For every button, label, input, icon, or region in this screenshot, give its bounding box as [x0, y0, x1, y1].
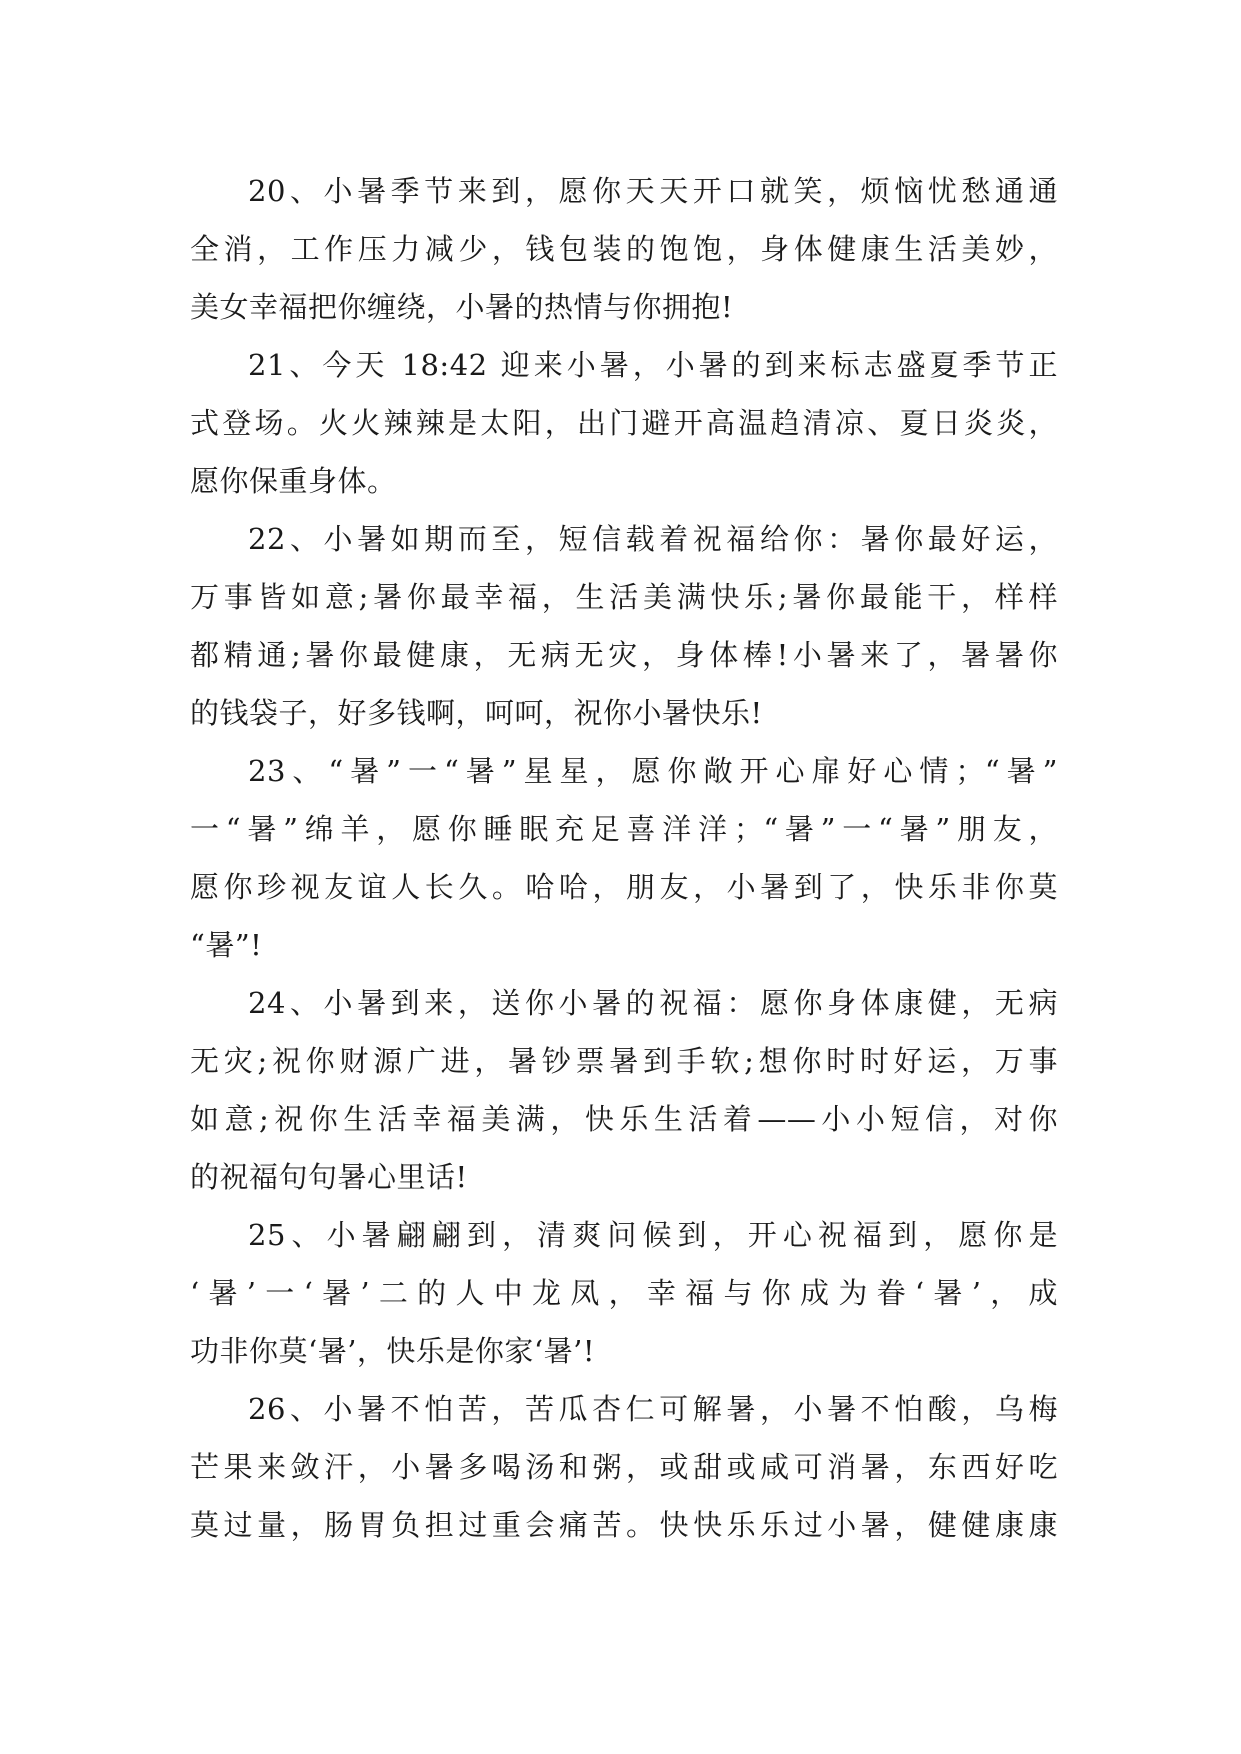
paragraph-line: 全消，工作压力减少，钱包装的饱饱，身体健康生活美妙，: [190, 232, 1058, 266]
document-page: [190, 162, 1058, 1554]
paragraph-21: [190, 336, 1058, 510]
paragraph-line: ‘暑’一‘暑’二的人中龙凤，幸福与你成为眷‘暑’，成: [190, 1276, 1058, 1310]
paragraph-line: 美女幸福把你缠绕，小暑的热情与你拥抱!: [190, 290, 734, 324]
paragraph-line: 22、小暑如期而至，短信载着祝福给你：暑你最好运，: [248, 522, 1058, 556]
paragraph-line: 式登场。火火辣辣是太阳，出门避开高温趋清凉、夏日炎炎，: [190, 406, 1058, 440]
paragraph-line: 功非你莫‘暑’，快乐是你家‘暑’!: [190, 1334, 596, 1368]
paragraph-line: 万事皆如意;暑你最幸福，生活美满快乐;暑你最能干，样样: [190, 580, 1058, 614]
paragraph-line: 的祝福句句暑心里话!: [190, 1160, 468, 1194]
paragraph-line: 一“暑”绵羊，愿你睡眠充足喜洋洋；“暑”一“暑”朋友，: [190, 812, 1058, 846]
paragraph-line: 如意;祝你生活幸福美满，快乐生活着——小小短信，对你: [190, 1102, 1058, 1136]
paragraph-line: 无灾;祝你财源广进，暑钞票暑到手软;想你时时好运，万事: [190, 1044, 1058, 1078]
paragraph-line: 21、今天 18:42 迎来小暑，小暑的到来标志盛夏季节正: [248, 348, 1058, 382]
paragraph-line: 的钱袋子，好多钱啊，呵呵，祝你小暑快乐!: [190, 696, 763, 730]
paragraph-line: 愿你珍视友谊人长久。哈哈，朋友，小暑到了，快乐非你莫: [190, 870, 1058, 904]
paragraph-22: [190, 510, 1058, 742]
paragraph-line: 26、小暑不怕苦，苦瓜杏仁可解暑，小暑不怕酸，乌梅: [248, 1392, 1058, 1426]
paragraph-line: 23、“暑”一“暑”星星，愿你敞开心扉好心情；“暑”: [248, 754, 1058, 788]
paragraph-23: [190, 742, 1058, 974]
paragraph-25: [190, 1206, 1058, 1380]
paragraph-line: 25、小暑翩翩到，清爽问候到，开心祝福到，愿你是: [248, 1218, 1058, 1252]
paragraph-20: [190, 162, 1058, 336]
paragraph-26: [190, 1380, 1058, 1554]
paragraph-line: 都精通;暑你最健康，无病无灾，身体棒!小暑来了，暑暑你: [190, 638, 1058, 672]
paragraph-line: 芒果来敛汗，小暑多喝汤和粥，或甜或咸可消暑，东西好吃: [190, 1450, 1058, 1484]
paragraph-line: “暑”!: [190, 928, 263, 962]
paragraph-line: 愿你保重身体。: [190, 464, 397, 498]
paragraph-line: 莫过量，肠胃负担过重会痛苦。快快乐乐过小暑，健健康康: [190, 1508, 1058, 1542]
paragraph-line: 24、小暑到来，送你小暑的祝福：愿你身体康健，无病: [248, 986, 1058, 1020]
paragraph-line: 20、小暑季节来到，愿你天天开口就笑，烦恼忧愁通通: [248, 174, 1058, 208]
paragraph-24: [190, 974, 1058, 1206]
